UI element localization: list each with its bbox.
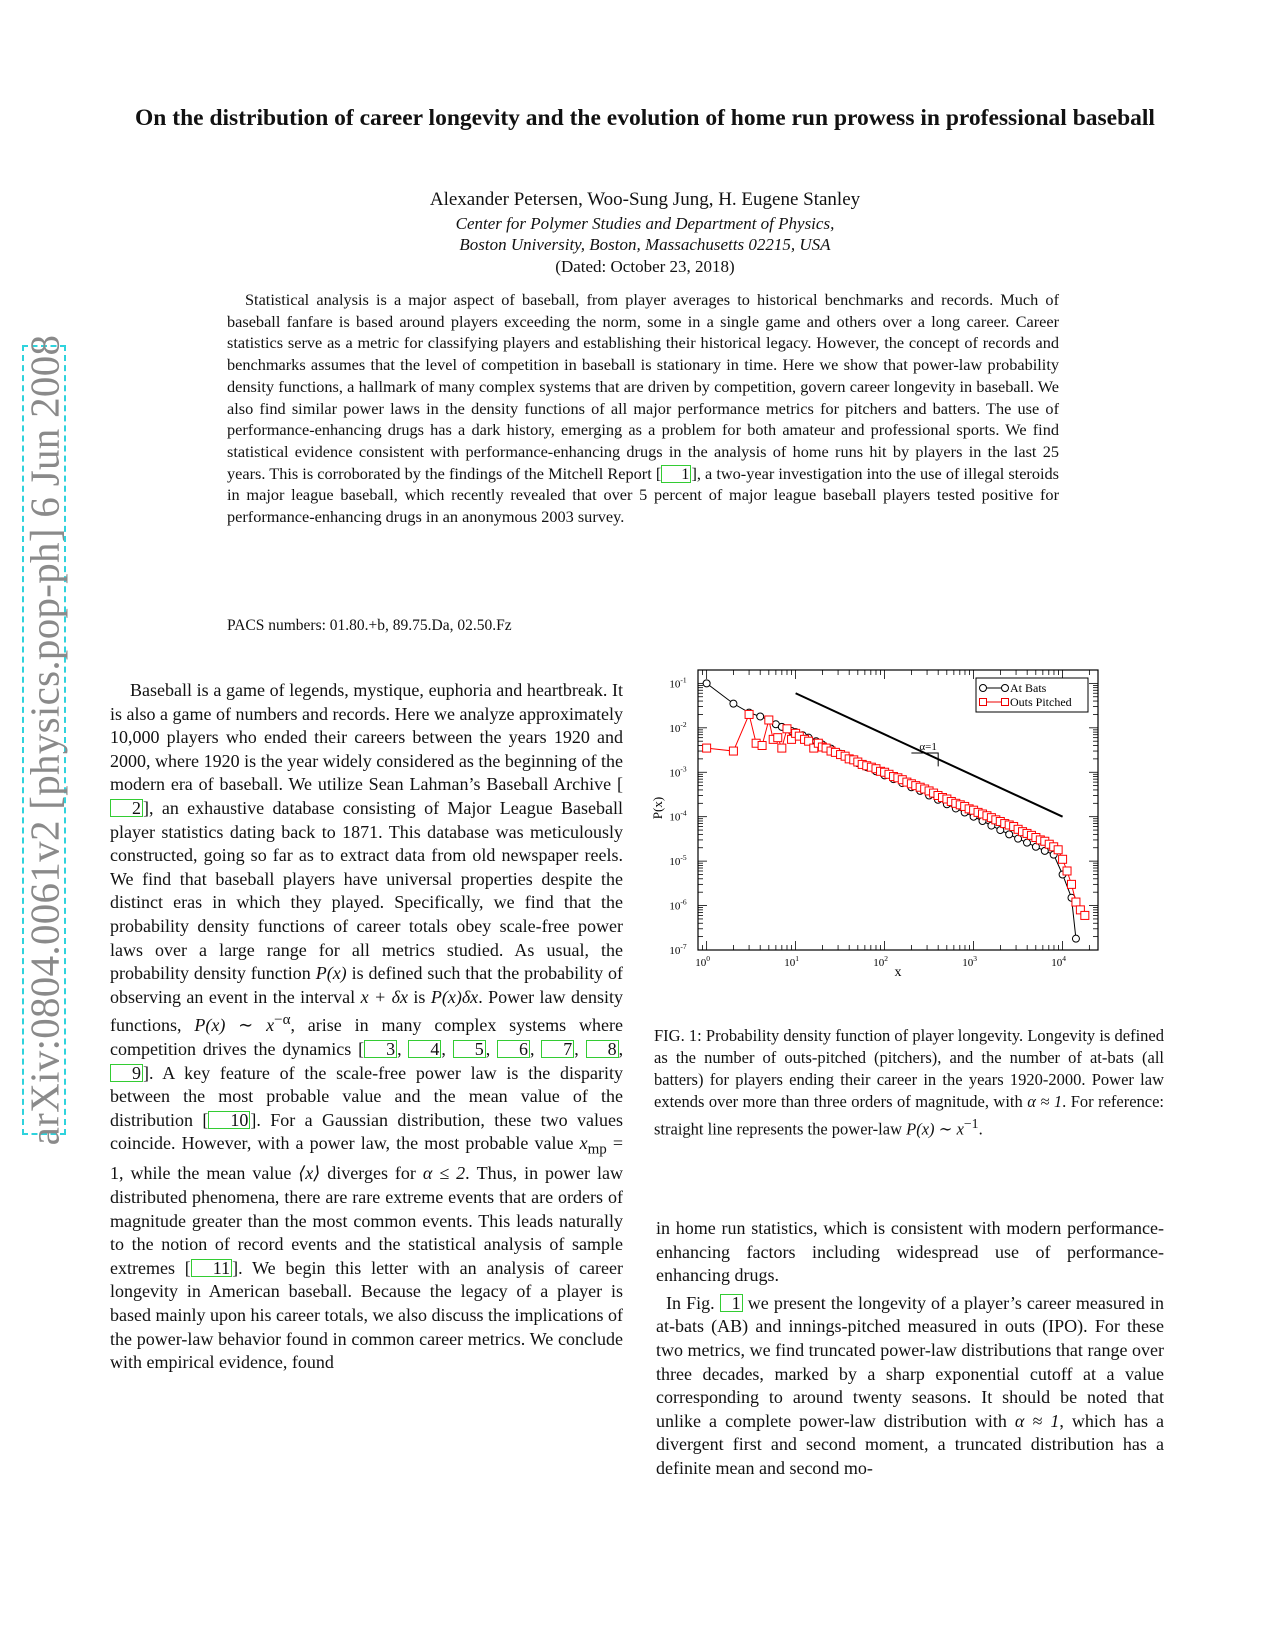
y-tick-exponent: -5: [680, 853, 687, 863]
citation-link[interactable]: 11: [191, 1259, 232, 1277]
math-inline: α ≤ 2: [422, 1163, 466, 1184]
y-tick-exponent: -7: [680, 942, 687, 951]
right-column-text: [656, 1217, 1164, 1481]
data-point-outs-pitched: [765, 716, 773, 724]
y-tick-exponent: -6: [680, 897, 687, 907]
x-tick-exponent: 3: [973, 954, 977, 963]
y-tick-exponent: -4: [680, 808, 687, 818]
data-point-at-bats: [1072, 935, 1079, 942]
x-tick-label: $10^4$: [1051, 954, 1066, 969]
math-inline: α ≈ 1: [1014, 1410, 1060, 1431]
math-inline: P(x) ∼ x: [194, 1015, 275, 1036]
dated-line: (Dated: October 23, 2018): [555, 257, 735, 276]
body-text: . Thus, in power law distributed phenomena, there are rare extreme events that are orders of magnitude greater than the most common events. This leads naturally to the notion of record events and the statistical analysis of sample extremes: [110, 1163, 623, 1278]
left-column-text: Baseball is a game of legends, mystique, euphoria and heartbreak. It is also a game of numbers and records. Here we analyze approximately 10,000 players who ended their careers between the years 1920 and 2000, where 1920 is the year widely considered as the beginning of the modern era of baseball. We utilize Sean Lahman’s Baseball Archive [2 ], an exhaustive database consisting of Major League Baseball player statistics dating back to 1871. This database was meticulously constructed, going so far as to extract data from old newspaper reels. We find that baseball players have universal properties despite the distinct eras in which they played. Specifically, we find that the probability density functions of career totals obey scale-free power laws over a large range for all metrics studied. As usual, the probability density function P(x) is defined such that the probability of observing an event in the interval x + δx is P(x)δx. Power law density functions, P(x) ∼ $x^{-\alpha}$, arise in many complex systems where competition drives the dynamics [ 3 , 4 , 5 , 6 , 7 , 8 , 9 ]. A key feature of the scale-free power law is the disparity between the most probable value and the mean value of the distribution [ 10 ]. For a Gaussian distribution, these two values coincide. However, with a power law, the most probable value $x_{mp} = 1$, while the mean value ⟨x⟩ diverges for α ≤ 2. Thus, in power law distributed phenomena, there are rare extreme events that are orders of magnitude greater than the most common events. This leads naturally to the notion of record events and the statistical analysis of sample extremes [ 11 ]. We begin this letter with an analysis of career longevity in American baseball. Because the legacy of a player is based mainly upon his career totals, we also discuss the implications of the power-law behavior found in common career metrics. We conclude with empirical evidence, found: [110, 680, 624, 1373]
data-point-outs-pitched: [1067, 880, 1075, 888]
x-tick-labels: [695, 954, 1066, 969]
abstract-text-1: Statistical analysis is a major aspect of baseball, from player averages to historical benchmarks and records. Much of baseball fanfare is based around players exceeding the norm, some in a single game and others over a long career. Career statistics serve as a metric for classifying players and establishing their historical legacy. However, the concept of records and benchmarks assumes that the level of competition in baseball is stationary in time. Here we show that power-law probability density functions, a hallmark of many complex systems that are driven by competition, govern career longevity in baseball. We also find similar power laws in the density functions of all major performance metrics for pitchers and batters. The use of performance-enhancing drugs has a dark history, emerging as a problem for both amateur and professional sports. We find statistical evidence consistent with performance-enhancing drugs in the analysis of home runs hit by players in the last 25 years. This is corroborated by the findings of the Mitchell Report: [227, 290, 1059, 483]
body-text: . For a Gaussian distribution, these two values coincide. However, with a power law, the most probable value: [110, 1109, 623, 1154]
data-point-outs-pitched: [1081, 911, 1089, 919]
x-tick-exponent: 1: [795, 954, 799, 963]
math-inline: x: [579, 1133, 588, 1154]
citation-link[interactable]: 9: [110, 1064, 143, 1082]
figure-caption: [654, 1025, 1164, 1141]
data-point-outs-pitched: [778, 744, 786, 752]
body-text: , while the mean value: [119, 1163, 299, 1184]
citation-link[interactable]: 7: [541, 1040, 574, 1058]
math-inline: x + δx: [360, 986, 408, 1007]
data-point-outs-pitched: [745, 710, 753, 718]
right-paragraph-2: [656, 1292, 1164, 1481]
x-axis-label: x: [894, 965, 902, 980]
body-text: diverges for: [320, 1163, 423, 1184]
citation-link[interactable]: 1: [661, 465, 691, 483]
math-inline: α ≈ 1: [1027, 1092, 1063, 1111]
legend-marker-outs-pitched: [1002, 699, 1009, 706]
abstract-text-2: , a two-year investigation into the use of illegal steroids in major league baseball, which recently revealed that over 5 percent of major league baseball players tested positive for performance-enhancing drugs in an anonymous 2003 survey.: [227, 463, 1059, 527]
data-point-at-bats: [730, 700, 737, 707]
y-tick-label: $10^{-5}$: [669, 853, 687, 869]
legend-marker-at-bats: [1002, 685, 1009, 692]
math-inline: = 1: [110, 1133, 623, 1184]
legend-label-at-bats: At Bats: [1010, 681, 1047, 695]
caption-text: .: [978, 1119, 983, 1139]
figure-link[interactable]: 1: [720, 1294, 743, 1312]
arxiv-identifier: arXiv:0804.0061v2 [physics.pop-ph] 6 Jun 2008: [21, 334, 68, 1146]
arxiv-identifier-stamp: [21, 334, 68, 1146]
legend-label-outs-pitched: Outs Pitched: [1010, 695, 1072, 709]
data-point-at-bats: [703, 680, 710, 687]
x-tick-exponent: 4: [1062, 954, 1066, 963]
data-series: [703, 680, 1089, 942]
data-point-outs-pitched: [1059, 855, 1067, 863]
data-point-at-bats: [1015, 835, 1022, 842]
y-tick-labels: [669, 675, 686, 957]
data-point-outs-pitched: [1054, 846, 1062, 854]
longevity-pdf-chart: [650, 668, 1168, 998]
math-inline: P(x): [315, 963, 347, 984]
x-tick-label: $10^2$: [873, 954, 888, 969]
math-inline: P(x)δx: [430, 986, 479, 1007]
affiliation: [130, 213, 1160, 255]
series-line-at-bats: [707, 683, 1076, 938]
legend-marker-at-bats: [980, 685, 987, 692]
body-text: we present the longevity of a player’s career measured in at-bats (AB) and innings-pitched measured in outs (IPO). For these two metrics, we find truncated power-law distributions that range over three decades, marked by a sharp exponential cutoff at a value corresponding to around twenty seasons. It should be noted that unlike a complete power-law distribution with: [656, 1292, 1164, 1431]
y-tick-exponent: -2: [680, 719, 687, 729]
x-tick-label: $10^3$: [962, 954, 977, 969]
data-point-outs-pitched: [1072, 898, 1080, 906]
body-text: . Power law density functions,: [110, 986, 623, 1036]
legend-marker-outs-pitched: [980, 699, 987, 706]
body-text: is: [407, 986, 431, 1007]
y-tick-label: $10^{-4}$: [669, 808, 687, 824]
citation-link[interactable]: 3: [364, 1040, 397, 1058]
slope-triangle: [911, 753, 938, 766]
y-tick-label: $10^{-1}$: [669, 675, 687, 691]
affiliation-line-2: Boston University, Boston, Massachusetts 02215, USA: [459, 235, 831, 254]
data-point-outs-pitched: [774, 734, 782, 742]
y-axis-label: P(x): [650, 796, 665, 820]
citation-link[interactable]: 8: [586, 1040, 619, 1058]
x-tick-label: $10^1$: [784, 954, 799, 969]
data-point-at-bats: [757, 713, 764, 720]
pacs-numbers: PACS numbers: 01.80.+b, 89.75.Da, 02.50.Fz: [227, 617, 512, 634]
right-paragraph-1: in home run statistics, which is consistent with modern performance-enhancing factors including widespread use of performance-enhancing drugs.: [656, 1218, 1164, 1286]
citation-link[interactable]: 6: [497, 1040, 530, 1058]
data-point-outs-pitched: [1063, 867, 1071, 875]
math-inline: ⟨x⟩: [298, 1163, 321, 1184]
citation-link[interactable]: 10: [208, 1111, 250, 1129]
figure-1: [650, 668, 1168, 998]
body-text: , which has a divergent first and second moment, a truncated distribution has a definite mean and second mo-: [656, 1410, 1165, 1478]
y-tick-label: $10^{-3}$: [669, 764, 687, 780]
body-text: . A key feature of the scale-free power law is the disparity between the most probable value and the mean value of the distribution: [110, 1062, 623, 1130]
y-tick-label: $10^{-6}$: [669, 897, 687, 913]
data-point-outs-pitched: [703, 744, 711, 752]
math-exponent: −1: [963, 1116, 979, 1131]
paper-title: On the distribution of career longevity and the evolution of home run prowess in professional baseball: [135, 105, 1155, 131]
y-tick-exponent: -1: [680, 675, 687, 685]
data-point-outs-pitched: [758, 741, 766, 749]
body-text: Baseball is a game of legends, mystique, euphoria and heartbreak. It is also a game of numbers and records. Here we analyze approximately 10,000 players who ended their careers between the years 1920 and 2000, where 1920 is the year widely considered as the beginning of the modern era of baseball. We utilize Sean Lahman’s Baseball Archive: [110, 680, 623, 795]
data-point-outs-pitched: [783, 725, 791, 733]
body-text: , an exhaustive database consisting of Major League Baseball player statistics dating back to 1871. This database was meticulously constructed, going so far as to extract data from old newspaper reels. We find that baseball players have universal properties despite the distinct eras in which they played. Specifically, we find that the probability density functions of career totals obey scale-free power laws over a large range for all metrics studied. As usual, the probability density function: [110, 797, 623, 984]
abstract: Statistical analysis is a major aspect of baseball, from player averages to historical benchmarks and records. Much of baseball fanfare is based around players exceeding the norm, some in a single game and others over a long career. Career statistics serve as a metric for classifying players and establishing their historical legacy. However, the concept of records and benchmarks assumes that the level of competition in baseball is stationary in time. Here we show that power-law probability density functions, a hallmark of many complex systems that are driven by competition, govern career longevity in baseball. We also find similar power laws in the density functions of all major performance metrics for pitchers and batters. The use of performance-enhancing drugs has a dark history, emerging as a problem for both amateur and professional sports. We find statistical evidence consistent with performance-enhancing drugs in the analysis of home runs hit by players in the last 25 years. This is corroborated by the findings of the Mitchell Report [ 1 ], a two-year investigation into the use of illegal steroids in major league baseball, which recently revealed that over 5 percent of major league baseball players tested positive for performance-enhancing drugs in an anonymous 2003 survey.: [227, 290, 1059, 527]
body-text: is defined such that the probability of observing an event in the interval: [110, 963, 624, 1007]
x-tick-exponent: 0: [706, 954, 710, 963]
math-exponent: −α: [274, 1012, 291, 1029]
citation-link[interactable]: 2: [110, 799, 143, 817]
citation-link[interactable]: 4: [408, 1040, 441, 1058]
y-tick-label: $10^{-7}$: [669, 942, 687, 957]
caption-text: FIG. 1: Probability density function of player longevity. Longevity is defined as the number of outs-pitched (pitchers), and the number of at-bats (all batters) for players ending their career in the years 1920-2000. Power law extends over more than three orders of magnitude, with: [654, 1026, 1164, 1111]
y-tick-label: $10^{-2}$: [669, 719, 687, 735]
data-point-outs-pitched: [729, 747, 737, 755]
y-tick-exponent: -3: [680, 764, 687, 774]
math-subscript: mp: [587, 1141, 607, 1158]
alpha-annotation: α=1: [919, 741, 937, 754]
data-point-at-bats: [1023, 839, 1030, 846]
body-text: . We begin this letter with an analysis of career longevity in American baseball. Because the legacy of a player is based mainly upon his career totals, we also discuss the implications of the power-law behavior found in common career metrics. We conclude with empirical evidence, found: [110, 1257, 623, 1373]
caption-text: . For reference: straight line represents the power-law: [654, 1092, 1165, 1139]
author-list: Alexander Petersen, Woo-Sung Jung, H. Eugene Stanley: [429, 189, 861, 210]
data-point-at-bats: [1006, 831, 1013, 838]
legend: [976, 678, 1088, 712]
body-text: In Fig.: [666, 1292, 720, 1313]
citation-link[interactable]: 5: [453, 1040, 486, 1058]
body-text: , arise in many complex systems where competition drives the dynamics: [110, 1015, 624, 1059]
x-tick-label: $10^0$: [695, 954, 710, 969]
affiliation-line-1: Center for Polymer Studies and Department of Physics,: [455, 214, 835, 233]
math-inline: P(x) ∼ x: [906, 1119, 964, 1139]
x-tick-exponent: 2: [884, 954, 888, 963]
